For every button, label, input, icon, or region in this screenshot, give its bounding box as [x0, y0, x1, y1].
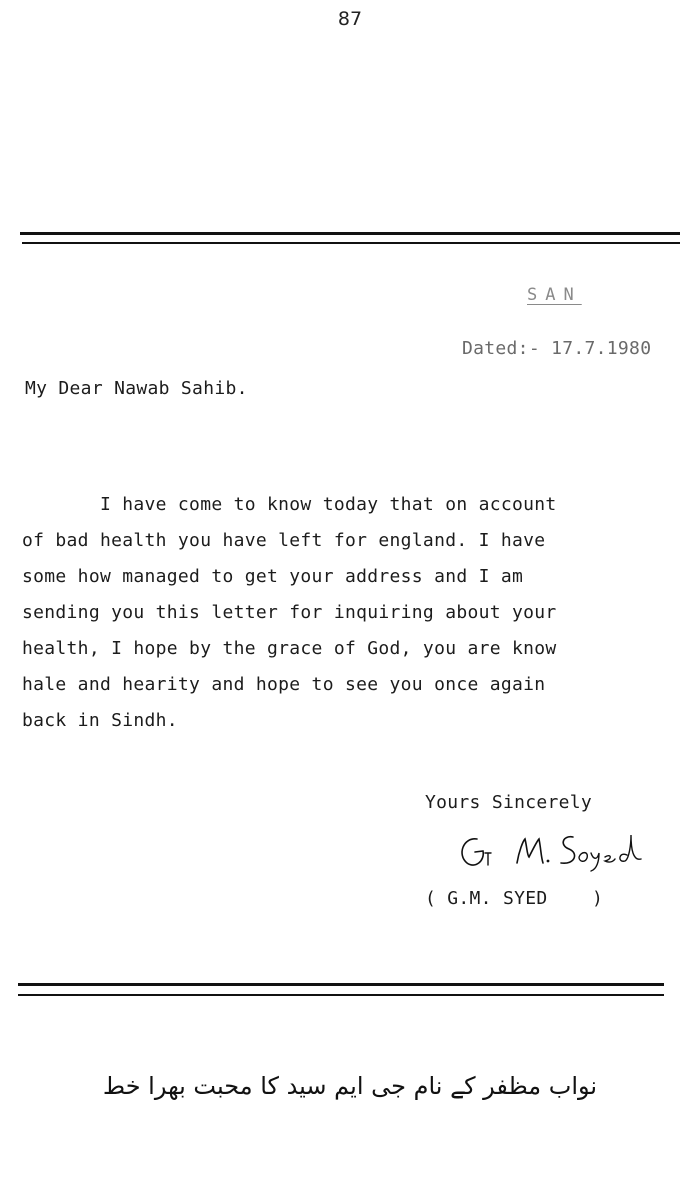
body-line: I have come to know today that on account	[22, 494, 557, 515]
body-line: hale and hearity and hope to see you once again	[22, 674, 546, 695]
bottom-divider-thin	[18, 994, 664, 996]
top-divider-thick	[20, 232, 680, 235]
letterhead: SAN	[527, 285, 582, 305]
urdu-caption: نواب مظفر کے نام جی ایم سید کا محبت بھرا خط	[102, 1072, 598, 1100]
page-number: 87	[337, 8, 363, 30]
body-line: back in Sindh.	[22, 710, 178, 731]
closing: Yours Sincerely	[425, 792, 593, 813]
body-line: some how managed to get your address and I am	[22, 566, 524, 587]
date-line: Dated:- 17.7.1980	[462, 338, 652, 359]
handwritten-signature	[455, 825, 655, 873]
salutation: My Dear Nawab Sahib.	[25, 378, 248, 399]
bottom-divider-thick	[18, 983, 664, 986]
body-line: of bad health you have left for england. I have	[22, 530, 546, 551]
typed-name: ( G.M. SYED )	[425, 888, 604, 909]
body-line: health, I hope by the grace of God, you are know	[22, 638, 557, 659]
top-divider-thin	[22, 242, 680, 244]
body-line: sending you this letter for inquiring about your	[22, 602, 557, 623]
